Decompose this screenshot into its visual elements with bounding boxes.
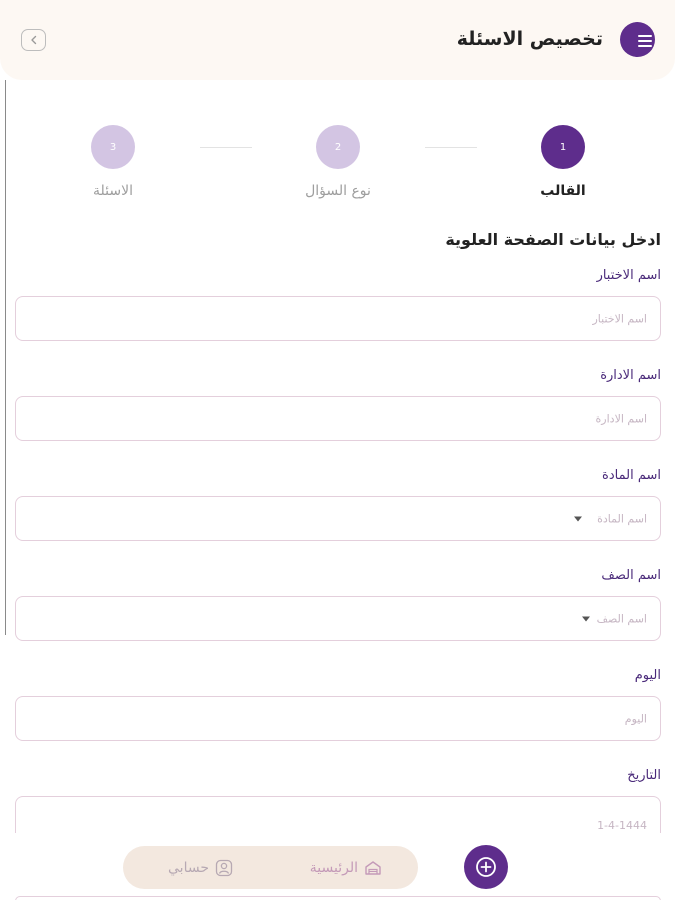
chevron-left-icon: [29, 35, 39, 45]
subject-name-label: اسم المادة: [602, 468, 661, 483]
scroll-indicator: [5, 80, 6, 635]
test-name-placeholder: اسم الاختبار: [592, 312, 647, 325]
step-question-type[interactable]: [273, 125, 403, 199]
back-button[interactable]: [21, 29, 46, 51]
step-label: القالب: [540, 183, 586, 199]
add-button[interactable]: [464, 845, 508, 889]
nav-account-label: حسابي: [168, 860, 209, 876]
user-icon: [215, 859, 233, 877]
section-title: ادخل بيانات الصفحة العلوية: [445, 230, 661, 249]
administration-name-input[interactable]: [15, 396, 661, 441]
test-name-label: اسم الاختبار: [596, 268, 661, 283]
step-template[interactable]: [498, 125, 628, 199]
date-label: التاريخ: [627, 768, 661, 783]
app-header: [0, 0, 675, 80]
caret-down-icon: [582, 616, 590, 621]
step-circle: 3: [91, 125, 135, 169]
plus-circle-icon: [475, 856, 497, 878]
date-placeholder: 1-4-1444: [597, 819, 647, 832]
administration-name-label: اسم الادارة: [600, 368, 661, 383]
nav-account[interactable]: [168, 857, 233, 879]
step-connector: [425, 147, 477, 148]
step-circle: 2: [316, 125, 360, 169]
nav-home-label: الرئيسية: [309, 860, 358, 876]
step-connector: [200, 147, 252, 148]
step-circle: 1: [541, 125, 585, 169]
date-input[interactable]: [15, 796, 661, 836]
class-name-select[interactable]: [15, 596, 661, 641]
test-name-input[interactable]: [15, 296, 661, 341]
day-label: اليوم: [634, 668, 661, 683]
administration-name-placeholder: اسم الادارة: [595, 412, 647, 425]
step-label: نوع السؤال: [305, 183, 371, 199]
day-input[interactable]: [15, 696, 661, 741]
step-label: الاسئلة: [93, 183, 133, 199]
subject-name-placeholder: اسم المادة: [597, 512, 647, 525]
step-questions[interactable]: [48, 125, 178, 199]
page-title: تخصيص الاسئلة: [456, 28, 603, 50]
class-name-label: اسم الصف: [601, 568, 661, 583]
day-placeholder: اليوم: [624, 712, 647, 725]
next-field-edge: [15, 896, 661, 900]
nav-home[interactable]: [310, 857, 382, 879]
subject-name-select[interactable]: [15, 496, 661, 541]
class-name-placeholder: اسم الصف: [596, 612, 647, 625]
menu-button[interactable]: [620, 22, 655, 57]
home-icon: [364, 860, 382, 876]
caret-down-icon: [574, 516, 582, 521]
